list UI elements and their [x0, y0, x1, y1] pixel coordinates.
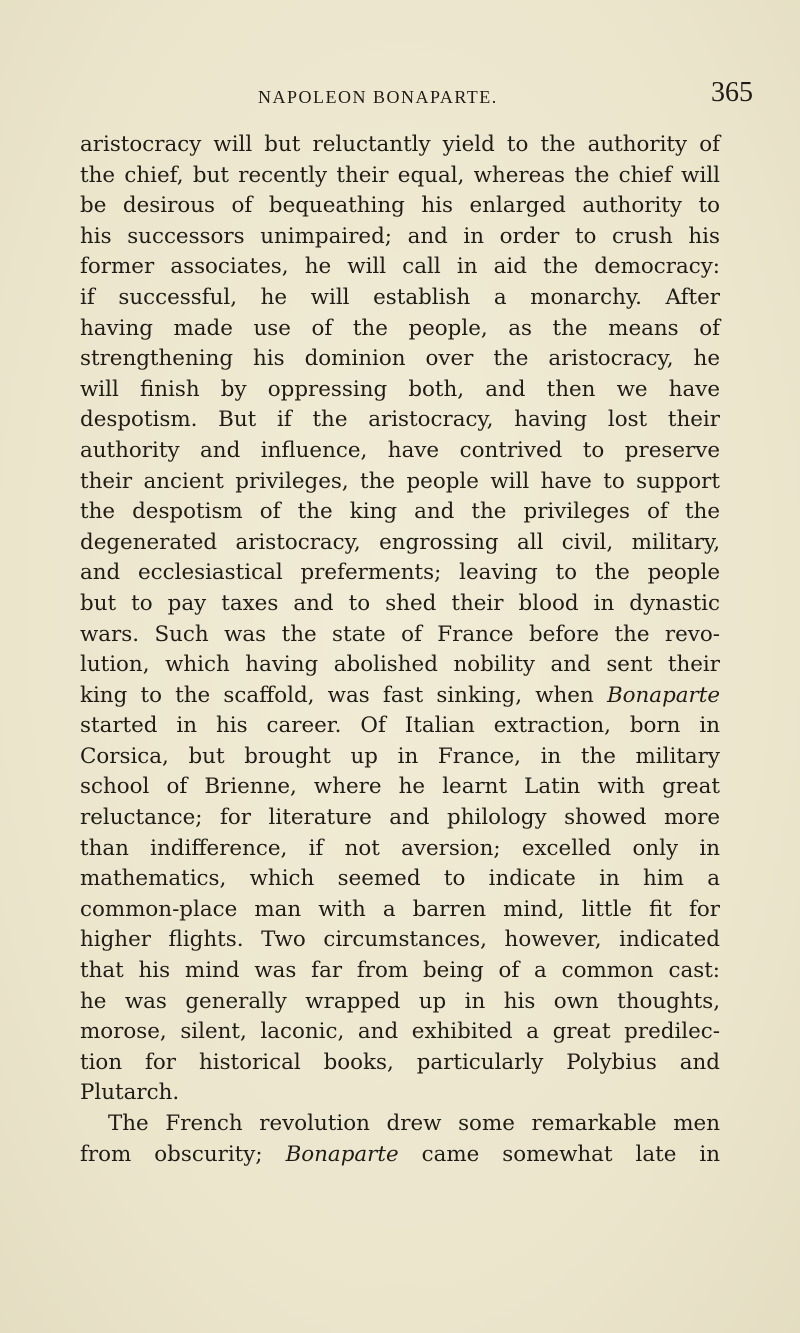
text-line — [80, 1140, 720, 1171]
text-line: higher flights. Two circumstances, however, indicated — [80, 927, 720, 953]
text-line: if successful, he will establish a monarchy. After — [80, 284, 720, 310]
text-line: than indifference, if not aversion; excelled only in — [80, 835, 720, 861]
text-line: reluctance; for literature and philology showed more — [80, 805, 720, 831]
running-head: NAPOLEON BONAPARTE. — [258, 87, 498, 107]
text-line: lution, which having abolished nobility and sent their — [80, 652, 720, 678]
italic-name-bonaparte: Bonaparte — [285, 1141, 399, 1167]
text-line: aristocracy will but reluctantly yield to the authority of — [80, 132, 720, 157]
text-line: former associates, he will call in aid the democracy: — [80, 254, 720, 280]
text-line: his successors unimpaired; and in order to crush his — [80, 223, 720, 249]
text-segment: came somewhat late in — [398, 1141, 720, 1167]
text-line: will finish by oppressing both, and then we have — [80, 376, 720, 402]
text-line: morose, silent, laconic, and exhibited a great predilec- — [80, 1019, 720, 1045]
text-line: that his mind was far from being of a common cast: — [80, 958, 720, 984]
text-line: their ancient privileges, the people will have to support — [80, 468, 720, 494]
italic-name-bonaparte: Bonaparte — [606, 682, 720, 708]
text-line: having made use of the people, as the means of — [80, 315, 720, 341]
body-text — [80, 130, 720, 1170]
text-line: authority and influence, have contrived to preserve — [80, 437, 720, 463]
text-line: common-place man with a barren mind, little fit for — [80, 896, 720, 922]
text-line: Corsica, but brought up in France, in the military — [80, 743, 720, 769]
text-line: degenerated aristocracy, engrossing all civil, military, — [80, 529, 720, 555]
text-line: despotism. But if the aristocracy, having lost their — [80, 407, 720, 433]
text-line: started in his career. Of Italian extraction, born in — [80, 713, 720, 739]
text-line — [80, 681, 720, 712]
text-segment: from obscurity; — [80, 1141, 286, 1167]
text-line: mathematics, which seemed to indicate in him a — [80, 866, 720, 892]
text-line: school of Brienne, where he learnt Latin with great — [80, 774, 720, 800]
text-line: he was generally wrapped up in his own thoughts, — [80, 988, 720, 1014]
text-line: but to pay taxes and to shed their blood in dynastic — [80, 590, 720, 616]
text-line: be desirous of bequeathing his enlarged authority to — [80, 193, 720, 219]
text-line: The French revolution drew some remarkable men — [108, 1111, 720, 1136]
text-line: the chief, but recently their equal, whereas the chief will — [80, 162, 720, 188]
page-number: 365 — [711, 77, 753, 108]
text-line: tion for historical books, particularly Polybius and — [80, 1049, 720, 1075]
text-line: the despotism of the king and the privileges of the — [80, 499, 720, 525]
text-line: strengthening his dominion over the aristocracy, he — [80, 346, 720, 372]
text-segment: king to the scaffold, was fast sinking, when — [80, 682, 607, 708]
text-line: wars. Such was the state of France before the revo- — [80, 621, 720, 647]
text-line: and ecclesiastical preferments; leaving to the people — [80, 560, 720, 586]
text-line: Plutarch. — [80, 1080, 180, 1106]
